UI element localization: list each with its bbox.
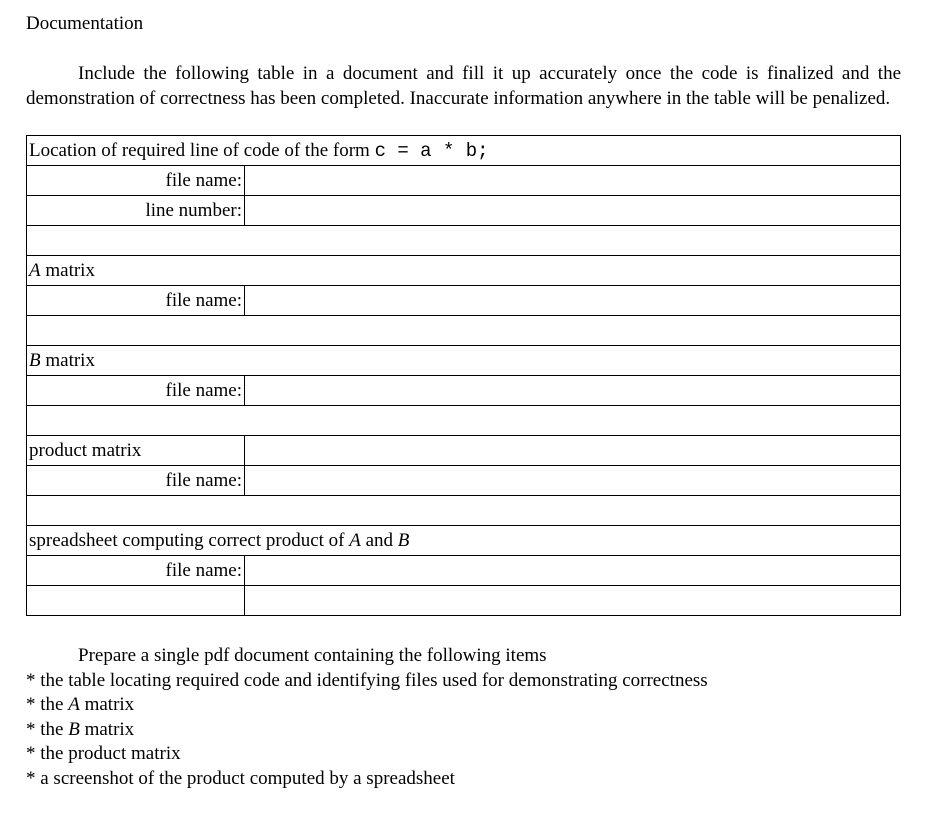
instructions-lead: Prepare a single pdf document containing the following items	[78, 645, 547, 666]
list-item	[26, 669, 901, 694]
instructions	[26, 644, 901, 791]
spacer-cell	[27, 316, 901, 346]
spreadsheet-file-name-field[interactable]	[245, 556, 901, 586]
table-row	[27, 526, 901, 556]
list-item-text: * a screenshot of the product computed by a spreadsheet	[26, 767, 455, 789]
list-item-text: * the	[26, 694, 69, 715]
line-number-field[interactable]	[245, 196, 901, 226]
list-item-text: * the	[26, 718, 69, 740]
spacer-cell	[27, 496, 901, 526]
list-item-suffix: matrix	[79, 694, 135, 715]
code-snippet: c = a * b;	[374, 139, 489, 162]
table-row	[27, 136, 901, 166]
empty-cell	[27, 586, 245, 616]
spacer-cell	[27, 226, 901, 256]
list-item-suffix: matrix	[79, 718, 135, 740]
list-item	[26, 742, 901, 767]
table-row	[27, 286, 901, 316]
product-file-name-field[interactable]	[245, 466, 901, 496]
b-file-name-field[interactable]	[245, 376, 901, 406]
list-item-text: * the table locating required code and identifying files used for demonstrating correctness	[26, 669, 708, 691]
table-row	[27, 556, 901, 586]
table-row	[27, 496, 901, 526]
spreadsheet-header	[27, 526, 901, 556]
document-page	[26, 12, 901, 791]
b-matrix-header	[27, 346, 901, 376]
code-file-name-field[interactable]	[245, 166, 901, 196]
table-row	[27, 406, 901, 436]
code-file-name-label: file name:	[27, 166, 245, 196]
list-item-symbol: B	[68, 718, 80, 740]
product-matrix-field[interactable]	[245, 436, 901, 466]
product-file-name-label: file name:	[27, 466, 245, 496]
intro-paragraph: Include the following table in a document and fill it up accurately once the code is finalized and the demonstration of correctness has been completed. Inaccurate information anywhere in the table will be penalized.	[26, 63, 901, 109]
a-matrix-header	[27, 256, 901, 286]
product-matrix-label: product matrix	[27, 436, 245, 466]
b-symbol: B	[29, 349, 41, 371]
table-row	[27, 166, 901, 196]
spreadsheet-a-symbol: A	[349, 529, 361, 551]
a-matrix-label: matrix	[40, 259, 95, 281]
list-item	[26, 693, 901, 718]
b-file-name-label: file name:	[27, 376, 245, 406]
spacer-cell	[27, 406, 901, 436]
list-item	[26, 718, 901, 743]
spreadsheet-conjunction: and	[360, 529, 398, 551]
spreadsheet-label: spreadsheet computing correct product of	[29, 529, 350, 551]
a-symbol: A	[29, 259, 41, 281]
table-row	[27, 376, 901, 406]
documentation-table	[26, 135, 901, 616]
a-file-name-field[interactable]	[245, 286, 901, 316]
table-row	[27, 316, 901, 346]
a-file-name-label: file name:	[27, 286, 245, 316]
table-row	[27, 466, 901, 496]
table-row	[27, 586, 901, 616]
section-heading: Documentation	[26, 13, 144, 34]
spreadsheet-b-symbol: B	[397, 529, 410, 551]
code-location-label: Location of required line of code of the form	[29, 139, 370, 161]
table-row	[27, 226, 901, 256]
table-row	[27, 196, 901, 226]
empty-cell	[245, 586, 901, 616]
table-row	[27, 346, 901, 376]
list-item-text: * the product matrix	[26, 743, 181, 764]
list-item-symbol: A	[68, 694, 80, 715]
code-location-header	[27, 136, 901, 166]
table-row	[27, 436, 901, 466]
spreadsheet-file-name-label: file name:	[27, 556, 245, 586]
table-row	[27, 256, 901, 286]
list-item	[26, 767, 901, 792]
line-number-label: line number:	[27, 196, 245, 226]
b-matrix-label: matrix	[40, 349, 95, 371]
